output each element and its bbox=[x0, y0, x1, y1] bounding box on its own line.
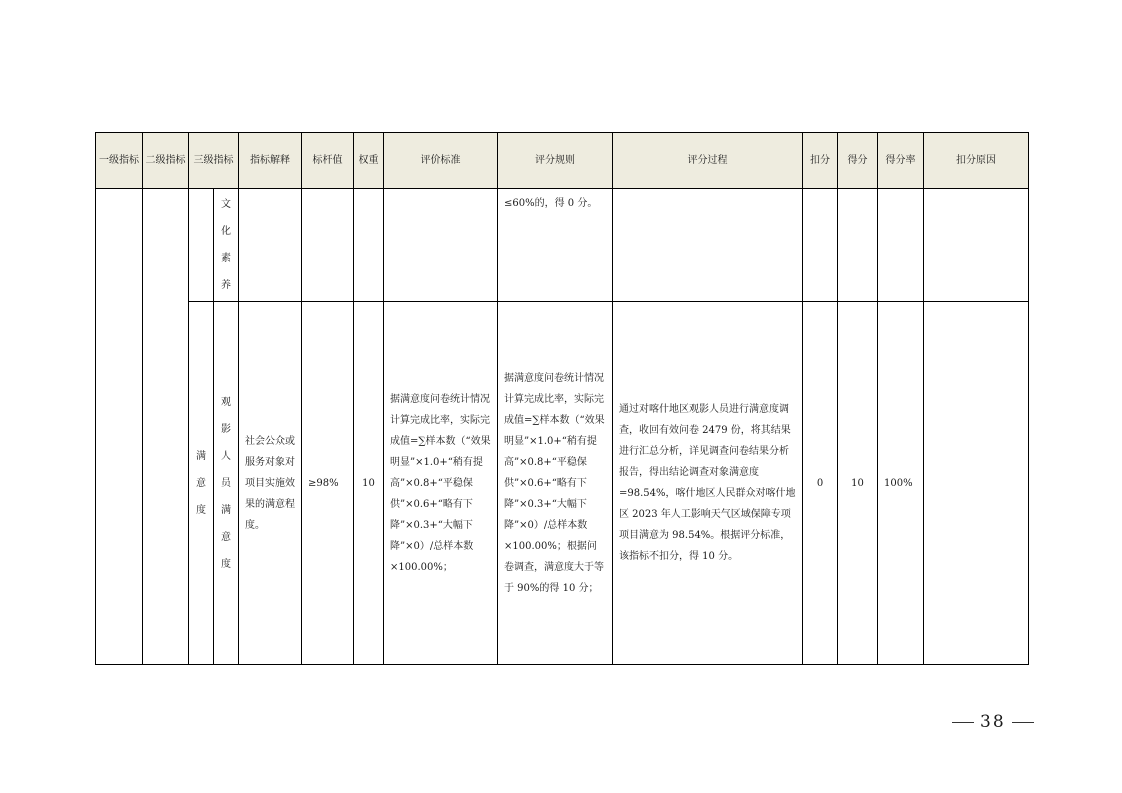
rules-cell: ≤60%的，得 0 分。 bbox=[498, 189, 613, 302]
deduction-cell: 0 bbox=[803, 302, 838, 665]
level1-cell bbox=[96, 189, 143, 665]
process-cell: 通过对喀什地区观影人员进行满意度调查，收回有效问卷 2479 份，将其结果进行汇总分析，详见调查问卷结果分析报告，得出结论调查对象满意度=98.54%，喀什地区人民群众对喀什地区 2023 年人工影响天气区域保障专项项目满意为 98.54%。根据评分标准，该指标不扣分，得 10 分。 bbox=[613, 302, 803, 665]
table-row bbox=[96, 189, 1029, 302]
level2-sub-cell: 满 意 度 bbox=[189, 302, 214, 665]
criteria-cell bbox=[384, 189, 498, 302]
benchmark-cell: ≥98% bbox=[302, 302, 354, 665]
header-benchmark: 标杆值 bbox=[302, 133, 354, 189]
weight-cell bbox=[354, 189, 384, 302]
header-process: 评分过程 bbox=[613, 133, 803, 189]
benchmark-cell bbox=[302, 189, 354, 302]
header-level2: 二级指标 bbox=[143, 133, 189, 189]
explanation-cell bbox=[239, 189, 302, 302]
reason-cell bbox=[924, 189, 1029, 302]
dash-right bbox=[1012, 722, 1034, 723]
header-deduction: 扣分 bbox=[803, 133, 838, 189]
process-cell bbox=[613, 189, 803, 302]
header-explanation: 指标解释 bbox=[239, 133, 302, 189]
table-row bbox=[96, 302, 1029, 665]
rate-cell bbox=[878, 189, 924, 302]
level3-cell: 观 影 人 员 满 意 度 bbox=[214, 302, 239, 665]
criteria-cell: 据满意度问卷统计情况计算完成比率，实际完成值=∑样本数（“效果明显”×1.0+“稍有提高”×0.8+“平稳保供”×0.6+“略有下降”×0.3+“大幅下降”×0）/总样本数×100.00%； bbox=[384, 302, 498, 665]
header-rate: 得分率 bbox=[878, 133, 924, 189]
header-level3: 三级指标 bbox=[189, 133, 239, 189]
header-rules: 评分规则 bbox=[498, 133, 613, 189]
weight-cell: 10 bbox=[354, 302, 384, 665]
header-weight: 权重 bbox=[354, 133, 384, 189]
header-score: 得分 bbox=[838, 133, 878, 189]
header-reason: 扣分原因 bbox=[924, 133, 1029, 189]
score-cell bbox=[838, 189, 878, 302]
deduction-cell bbox=[803, 189, 838, 302]
dash-left bbox=[952, 722, 974, 723]
header-row bbox=[96, 133, 1029, 189]
level3-cell: 文 化 素 养 bbox=[214, 189, 239, 302]
score-cell: 10 bbox=[838, 302, 878, 665]
explanation-cell: 社会公众或服务对象对项目实施效果的满意程度。 bbox=[239, 302, 302, 665]
rules-cell: 据满意度问卷统计情况计算完成比率，实际完成值=∑样本数（“效果明显”×1.0+“稍有提高”×0.8+“平稳保供”×0.6+“略有下降”×0.3+“大幅下降”×0）/总样本数×100.00%；根据问卷调查，满意度大于等于 90%的得 10 分； bbox=[498, 302, 613, 665]
header-level1: 一级指标 bbox=[96, 133, 143, 189]
rate-cell: 100% bbox=[878, 302, 924, 665]
page-number: 38 bbox=[946, 712, 1040, 732]
level2-cell bbox=[143, 189, 189, 665]
reason-cell bbox=[924, 302, 1029, 665]
header-criteria: 评价标准 bbox=[384, 133, 498, 189]
sub-blank-cell bbox=[189, 189, 214, 302]
evaluation-table bbox=[95, 132, 1029, 665]
